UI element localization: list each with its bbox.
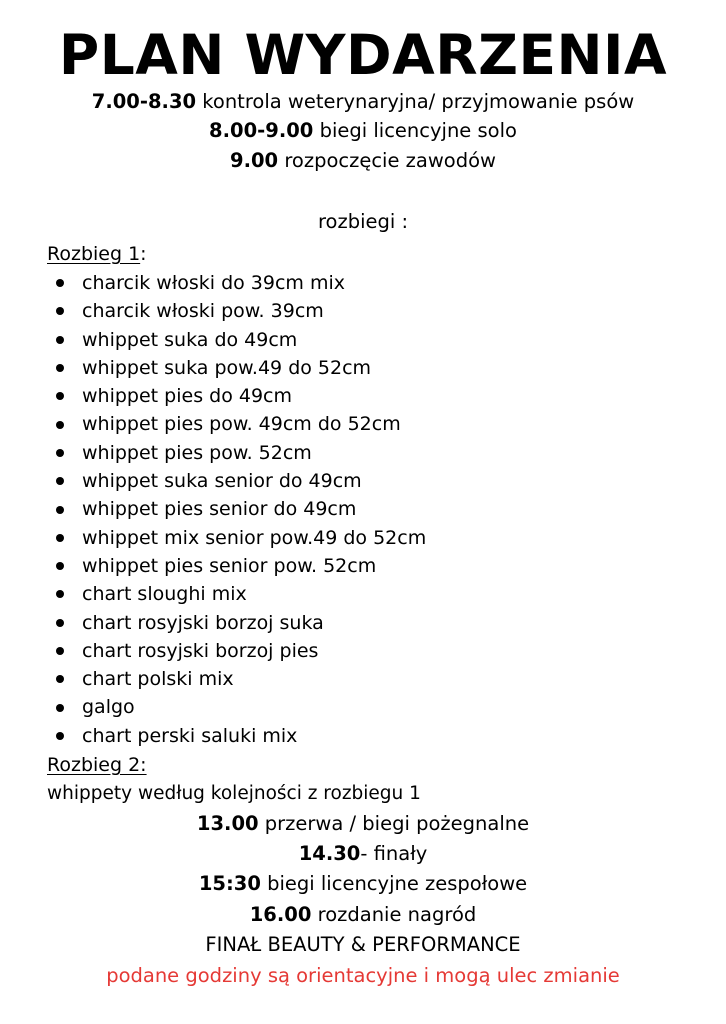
bullet-icon bbox=[56, 307, 64, 315]
schedule-time: 9.00 bbox=[230, 149, 279, 172]
schedule-item bbox=[0, 840, 726, 868]
schedule-text: - finały bbox=[360, 842, 428, 865]
list-item bbox=[56, 722, 426, 750]
schedule-time: 7.00-8.30 bbox=[91, 90, 197, 113]
schedule-text: biegi licencyjne zespołowe bbox=[260, 872, 528, 895]
schedule-item bbox=[0, 147, 726, 175]
bullet-icon bbox=[56, 562, 64, 570]
run1-list bbox=[56, 269, 426, 750]
list-item-label: whippet suka pow.49 do 52cm bbox=[82, 356, 372, 379]
list-item-label: whippet pies senior do 49cm bbox=[82, 498, 357, 521]
list-item bbox=[56, 354, 426, 382]
schedule-text: biegi licencyjne solo bbox=[313, 119, 517, 142]
list-item-label: whippet pies pow. 52cm bbox=[82, 441, 312, 464]
list-item bbox=[56, 495, 426, 523]
schedule-text: kontrola weterynaryjna/ przyjmowanie psów bbox=[196, 90, 635, 113]
list-item-label: galgo bbox=[82, 696, 135, 719]
list-item-label: whippet suka do 49cm bbox=[82, 328, 298, 351]
schedule-item bbox=[0, 88, 726, 116]
schedule-time: 13.00 bbox=[196, 812, 259, 835]
disclaimer-note: podane godziny są orientacyjne i mogą ulec zmianie bbox=[106, 964, 620, 987]
list-item-label: whippet pies senior pow. 52cm bbox=[82, 554, 377, 577]
page-title: PLAN WYDARZENIA bbox=[58, 23, 668, 87]
bullet-icon bbox=[56, 704, 64, 712]
bullet-icon bbox=[56, 590, 64, 598]
list-item-label: chart sloughi mix bbox=[82, 583, 247, 606]
list-item-label: whippet pies do 49cm bbox=[82, 385, 292, 408]
bullet-icon bbox=[56, 506, 64, 514]
run1-heading bbox=[47, 241, 147, 267]
bullet-icon bbox=[56, 619, 64, 627]
bullet-icon bbox=[56, 336, 64, 344]
list-item-label: chart perski saluki mix bbox=[82, 724, 298, 747]
bullet-icon bbox=[56, 392, 64, 400]
schedule-item bbox=[0, 870, 726, 898]
bullet-icon bbox=[56, 647, 64, 655]
run2-heading: Rozbieg 2: bbox=[47, 754, 147, 776]
bullet-icon bbox=[56, 534, 64, 542]
list-item-label: charcik włoski pow. 39cm bbox=[82, 300, 324, 323]
list-item bbox=[56, 580, 426, 608]
list-item-label: chart rosyjski borzoj suka bbox=[82, 611, 324, 634]
bullet-icon bbox=[56, 477, 64, 485]
schedule-item bbox=[0, 810, 726, 838]
run1-heading-text: Rozbieg 1 bbox=[47, 243, 141, 265]
run2-text: whippety według kolejności z rozbiegu 1 bbox=[47, 783, 421, 804]
list-item bbox=[56, 693, 426, 721]
list-item-label: whippet suka senior do 49cm bbox=[82, 470, 362, 493]
schedule-item bbox=[0, 901, 726, 929]
list-item bbox=[56, 382, 426, 410]
bullet-icon bbox=[56, 675, 64, 683]
runs-label: rozbiegi : bbox=[317, 210, 409, 233]
list-item bbox=[56, 467, 426, 495]
bullet-icon bbox=[56, 279, 64, 287]
list-item bbox=[56, 524, 426, 552]
list-item bbox=[56, 609, 426, 637]
list-item-label: whippet pies pow. 49cm do 52cm bbox=[82, 413, 401, 436]
list-item-label: whippet mix senior pow.49 do 52cm bbox=[82, 526, 427, 549]
schedule-text: rozpoczęcie zawodów bbox=[278, 149, 496, 172]
list-item bbox=[56, 439, 426, 467]
run1-heading-suffix: : bbox=[140, 243, 147, 265]
schedule-time: 14.30 bbox=[298, 842, 361, 865]
bullet-icon bbox=[56, 732, 64, 740]
list-item bbox=[56, 297, 426, 325]
bullet-icon bbox=[56, 449, 64, 457]
list-item bbox=[56, 665, 426, 693]
list-item bbox=[56, 552, 426, 580]
bullet-icon bbox=[56, 421, 64, 429]
bullet-icon bbox=[56, 364, 64, 372]
schedule-time: 15:30 bbox=[198, 872, 261, 895]
list-item bbox=[56, 410, 426, 438]
list-item bbox=[56, 269, 426, 297]
list-item-label: charcik włoski do 39cm mix bbox=[82, 272, 346, 294]
list-item-label: chart polski mix bbox=[82, 668, 234, 691]
list-item-label: chart rosyjski borzoj pies bbox=[82, 639, 319, 662]
list-item bbox=[56, 637, 426, 665]
schedule-text: przerwa / biegi pożegnalne bbox=[258, 812, 530, 835]
schedule-text: rozdanie nagród bbox=[311, 903, 477, 926]
list-item bbox=[56, 326, 426, 354]
schedule-time: 8.00-9.00 bbox=[209, 119, 314, 142]
final-line: FINAŁ BEAUTY & PERFORMANCE bbox=[205, 933, 521, 956]
schedule-item bbox=[0, 117, 726, 145]
schedule-time: 16.00 bbox=[249, 903, 312, 926]
